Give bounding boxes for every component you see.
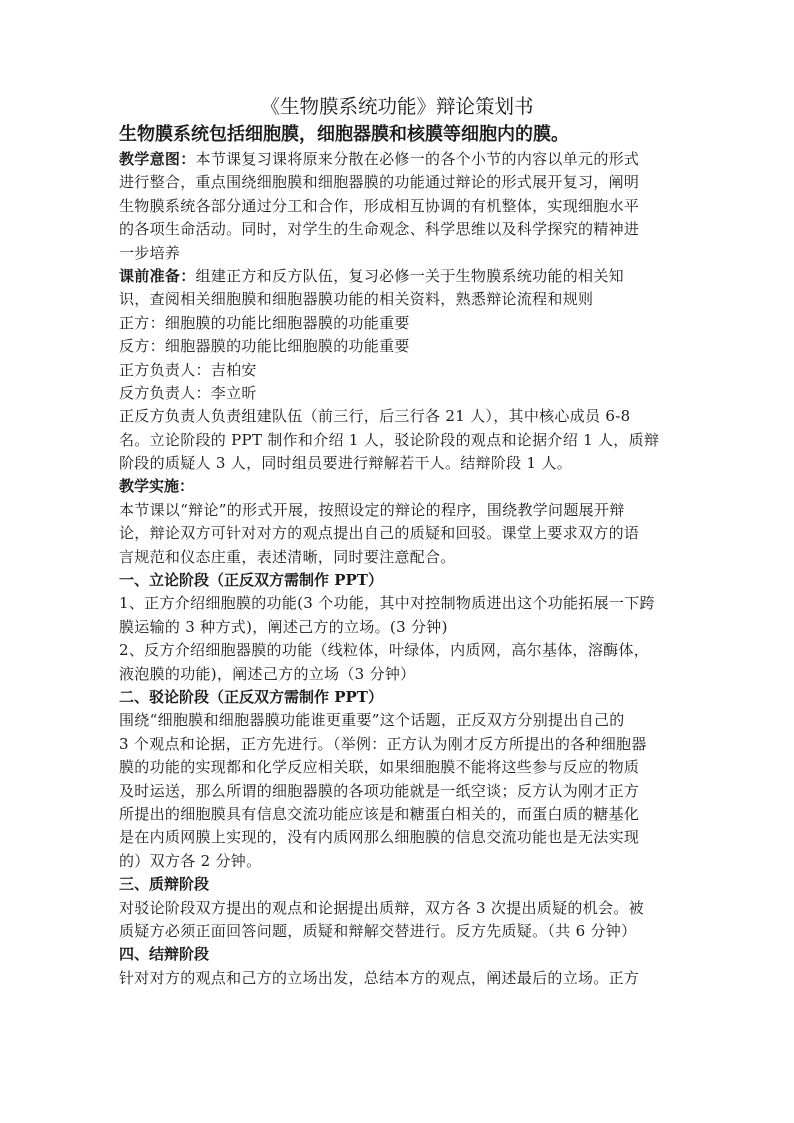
- document-title: 《生物膜系统功能》辩论策划书: [260, 95, 534, 118]
- preparation-line: 识，查阅相关细胞膜和细胞器膜功能的相关资料，熟悉辩论流程和规则: [119, 290, 594, 309]
- section-4-heading: 四、结辩阶段: [119, 945, 210, 964]
- implementation-heading: 教学实施：: [119, 477, 195, 496]
- section-3-line: 对驳论阶段双方提出的观点和论据提出质辩，双方各 3 次提出质疑的机会。被: [119, 898, 644, 917]
- section-2-line: 所提出的细胞膜具有信息交流功能应该是和糖蛋白相关的，而蛋白质的糖基化: [119, 804, 640, 823]
- section-2-heading: 二、驳论阶段（正反双方需制作 PPT）: [119, 687, 383, 706]
- teaching-intent-label: 教学意图：: [119, 150, 196, 168]
- section-2-line: 的）双方各 2 分钟。: [119, 851, 262, 870]
- section-3-heading: 三、质辩阶段: [119, 875, 210, 894]
- section-1-line: 液泡膜的功能)，阐述己方的立场（3 分钟）: [119, 664, 416, 683]
- teaching-intent-line: 一步培养: [119, 243, 181, 262]
- teaching-intent-paragraph: [119, 148, 675, 265]
- team-line: 正反方负责人负责组建队伍（前三行，后三行各 21 人），其中核心成员 6-8: [119, 407, 631, 426]
- team-line: 阶段的质疑人 3 人，同时组员要进行辩解若干人。结辩阶段 1 人。: [119, 454, 573, 473]
- team-line: 名。立论阶段的 PPT 制作和介绍 1 人，驳论阶段的观点和论据介绍 1 人，质辩: [119, 430, 660, 449]
- preparation-paragraph: [119, 265, 675, 312]
- section-2-line: 膜的功能的实现都和化学反应相关联，如果细胞膜不能将这些参与反应的物质: [119, 758, 640, 777]
- section-3-paragraph: [119, 897, 675, 944]
- negative-topic: 反方：细胞器膜的功能比细胞膜的功能重要: [119, 337, 410, 356]
- section-1-line: 2、反方介绍细胞器膜的功能（线粒体，叶绿体，内质网，高尔基体，溶酶体，: [119, 641, 650, 660]
- section-1-heading: 一、立论阶段（正反双方需制作 PPT）: [119, 571, 383, 590]
- affirmative-leader: 正方负责人：吉柏安: [119, 360, 257, 379]
- team-paragraph: [119, 405, 675, 475]
- preparation-label: 课前准备：: [119, 266, 196, 285]
- affirmative-topic: 正方：细胞膜的功能比细胞器膜的功能重要: [119, 313, 410, 332]
- teaching-intent-line: 生物膜系统各部分通过分工和合作，形成相互协调的有机整体，实现细胞水平: [119, 196, 640, 215]
- section-2-paragraph: [119, 709, 675, 873]
- teaching-intent-line: 本节课复习课将原来分散在必修一的各个小节的内容以单元的形式: [195, 150, 640, 168]
- topics-paragraph: [119, 312, 675, 406]
- teaching-intent-line: 的各项生命活动。同时，对学生的生命观念、科学思维以及科学探究的精神进: [119, 220, 640, 239]
- section-4-paragraph: [119, 967, 675, 990]
- implementation-line: 言规范和仪态庄重，表述清晰，同时要注意配合。: [119, 547, 456, 566]
- document-subtitle: 生物膜系统包括细胞膜，细胞器膜和核膜等细胞内的膜。: [119, 124, 569, 145]
- section-1-line: 1、正方介绍细胞膜的功能(3 个功能，其中对控制物质进出这个功能拓展一下跨: [119, 594, 655, 613]
- section-2-line: 围绕“细胞膜和细胞器膜功能谁更重要”这个话题，正反双方分别提出自己的: [119, 711, 625, 730]
- section-3-line: 质疑方必须正面回答问题，质疑和辩解交替进行。反方先质疑。（共 6 分钟）: [119, 921, 637, 940]
- preparation-line: 组建正方和反方队伍，复习必修一关于生物膜系统功能的相关知: [195, 266, 624, 285]
- document-page: [119, 92, 675, 990]
- implementation-line: 论，辩论双方可针对对方的观点提出自己的质疑和回驳。课堂上要求双方的语: [119, 524, 640, 543]
- implementation-paragraph: [119, 499, 675, 569]
- section-4-line: 针对对方的观点和己方的立场出发，总结本方的观点，阐述最后的立场。正方: [119, 968, 640, 987]
- section-2-line: 3 个观点和论据，正方先进行。（举例：正方认为刚才反方所提出的各种细胞器: [119, 734, 647, 753]
- negative-leader: 反方负责人：李立昕: [119, 383, 257, 402]
- section-2-line: 是在内质网膜上实现的，没有内质网那么细胞膜的信息交流功能也是无法实现: [119, 828, 640, 847]
- section-1-paragraph: [119, 592, 675, 686]
- implementation-line: 本节课以“辩论”的形式开展，按照设定的辩论的程序，围绕教学问题展开辩: [119, 500, 625, 519]
- section-1-line: 膜运输的 3 种方式)，阐述己方的立场。(3 分钟): [119, 617, 448, 636]
- teaching-intent-line: 进行整合，重点围绕细胞膜和细胞器膜的功能通过辩论的形式展开复习，阐明: [119, 173, 640, 192]
- section-2-line: 及时运送，那么所谓的细胞器膜的各项功能就是一纸空谈；反方认为刚才正方: [119, 781, 640, 800]
